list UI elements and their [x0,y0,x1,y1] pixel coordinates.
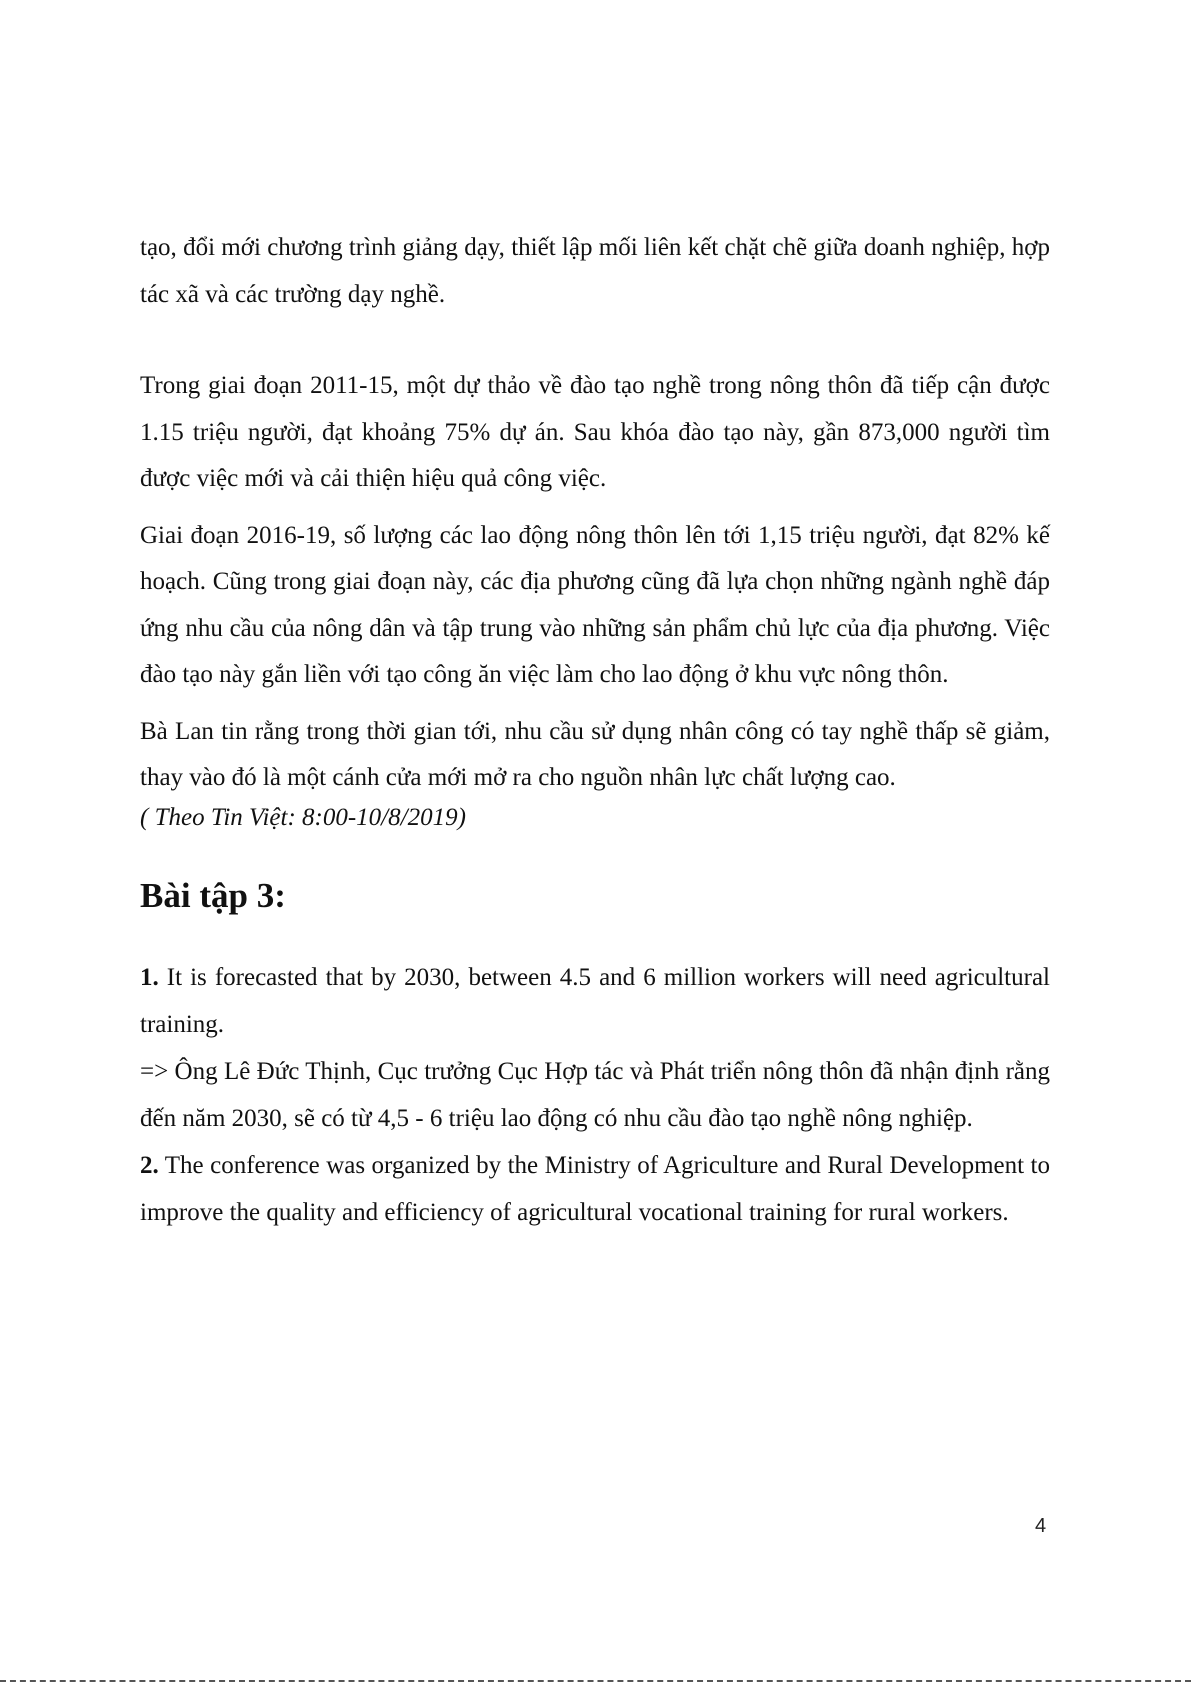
exercise-heading: Bài tập 3: [140,875,286,915]
citation: ( Theo Tin Việt: 8:00-10/8/2019) [140,803,466,831]
exercise-text-1: It is forecasted that by 2030, between 4.5 and 6 million workers will need agricultural training. [140,963,1050,1038]
exercise-answer-1: => Ông Lê Đức Thịnh, Cục trưởng Cục Hợp tác và Phát triển nông thôn đã nhận định rằng đến năm 2030, sẽ có từ 4,5 - 6 triệu lao động có nhu cầu đào tạo nghề nông nghiệp. [140,1057,1050,1132]
exercise-item-1 [140,954,1050,1048]
page-number: 4 [1035,1515,1047,1537]
exercise-number-2: 2. [140,1151,159,1179]
exercise-number-1: 1. [140,963,159,991]
paragraph-continuation: tạo, đổi mới chương trình giảng dạy, thiết lập mối liên kết chặt chẽ giữa doanh nghiệp, hợp tác xã và các trường dạy nghề. [140,234,1050,308]
page-content [140,225,1050,1236]
exercise-text-2: The conference was organized by the Ministry of Agriculture and Rural Development to improve the quality and efficiency of agricultural vocational training for rural workers. [140,1151,1050,1226]
page-bottom-divider [0,1680,1191,1682]
paragraph-2016-19: Giai đoạn 2016-19, số lượng các lao động nông thôn lên tới 1,15 triệu người, đạt 82% kế hoạch. Cũng trong giai đoạn này, các địa phương cũng đã lựa chọn những ngành nghề đáp ứng nhu cầu của nông dân và tập trung vào những sản phẩm chủ lực của địa phương. Việc đào tạo này gắn liền với tạo công ăn việc làm cho lao động ở khu vực nông thôn. [140,521,1050,688]
exercise-item-2 [140,1142,1050,1236]
paragraph-ba-lan: Bà Lan tin rằng trong thời gian tới, nhu cầu sử dụng nhân công có tay nghề thấp sẽ giảm, thay vào đó là một cánh cửa mới mở ra cho nguồn nhân lực chất lượng cao. [140,717,1050,791]
paragraph-2011-15: Trong giai đoạn 2011-15, một dự thảo về đào tạo nghề trong nông thôn đã tiếp cận được 1.15 triệu người, đạt khoảng 75% dự án. Sau khóa đào tạo này, gần 873,000 người tìm được việc mới và cải thiện hiệu quả công việc. [140,372,1050,492]
